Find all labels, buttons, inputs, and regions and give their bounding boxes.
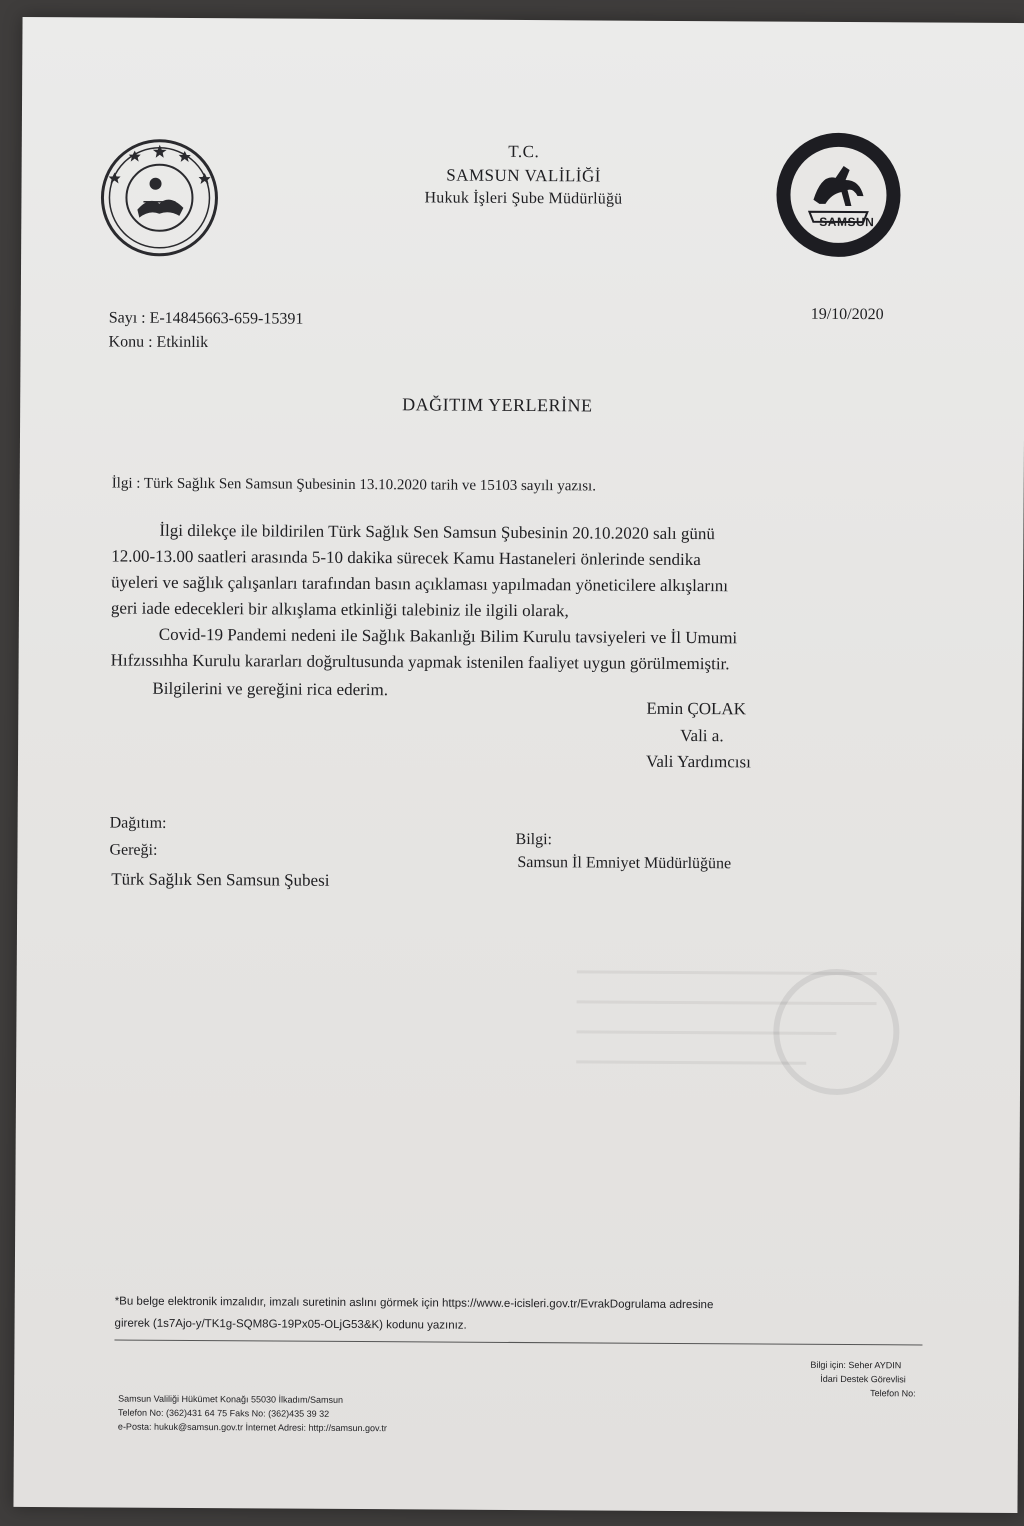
- header-department: Hukuk İşleri Şube Müdürlüğü: [424, 189, 623, 208]
- contact-person: Bilgi için: Seher AYDIN: [810, 1359, 902, 1371]
- verification-code: girerek (1s7Ajo-y/TK1g-SQM8G-19Px05-OLjG53&K) kodunu yazınız.: [114, 1317, 467, 1332]
- reference-line: İlgi : Türk Sağlık Sen Samsun Şubesinin 13.10.2020 tarih ve 15103 sayılı yazısı.: [111, 475, 597, 495]
- header-tc: T.C.: [508, 141, 540, 162]
- footer-email: e-Posta: hukuk@samsun.gov.tr İnternet Adresi: http://samsun.gov.tr: [117, 1421, 387, 1434]
- body-line: 12.00-13.00 saatleri arasında 5-10 dakika sürecek Kamu Hastaneleri önlerinde sendika: [111, 546, 701, 570]
- document-date: 19/10/2020: [810, 305, 884, 324]
- contact-role: İdari Destek Görevlisi: [820, 1373, 906, 1385]
- signatory-title: Vali Yardımcısı: [645, 751, 751, 772]
- show-through-shadow: [576, 950, 907, 1132]
- signatory-name: Emin ÇOLAK: [646, 698, 747, 719]
- document-number: Sayı : E-14845663-659-15391: [108, 309, 304, 328]
- body-line: İlgi dilekçe ile bildirilen Türk Sağlık Sen Samsun Şubesinin 20.10.2020 salı günü: [159, 520, 715, 544]
- body-line: üyeleri ve sağlık çalışanları tarafından basın açıklaması yapılmadan yöneticilere alkışlarını: [111, 572, 729, 596]
- body-line: geri iade edecekleri bir alkışlama etkinliği talebiniz ile ilgili olarak,: [110, 598, 569, 621]
- footer-phone: Telefon No: (362)431 64 75 Faks No: (362)435 39 32: [118, 1407, 330, 1419]
- body-line: Covid-19 Pandemi nedeni ile Sağlık Bakanlığı Bilim Kurulu tavsiyeleri ve İl Umumi: [158, 624, 738, 648]
- info-recipient: Samsun İl Emniyet Müdürlüğüne: [517, 853, 732, 873]
- body-line: Bilgilerini ve gereğini rica ederim.: [152, 678, 389, 700]
- document-subject: Konu : Etkinlik: [108, 333, 209, 352]
- info-label: Bilgi:: [515, 830, 553, 849]
- page-title: DAĞITIM YERLERİNE: [402, 394, 593, 416]
- action-label: Gereği:: [109, 841, 158, 859]
- right-seal-text: SAMSUN: [819, 214, 875, 230]
- document-page: [13, 17, 1024, 1513]
- contact-phone: Telefon No:: [870, 1388, 916, 1399]
- header-institution: SAMSUN VALİLİĞİ: [446, 165, 602, 186]
- footer-divider: [114, 1340, 922, 1346]
- action-recipient: Türk Sağlık Sen Samsun Şubesi: [111, 869, 330, 890]
- distribution-label: Dağıtım:: [109, 814, 167, 832]
- body-line: Hıfzıssıhha Kurulu kararları doğrultusunda yapmak istenilen faaliyet uygun görülmemiştir.: [110, 650, 730, 674]
- signatory-role: Vali a.: [680, 725, 724, 746]
- footer-address: Samsun Valiliği Hükümet Konağı 55030 İlkadım/Samsun: [118, 1393, 344, 1405]
- e-signature-notice: *Bu belge elektronik imzalıdır, imzalı suretinin aslını görmek için https://www.e-icisleri.gov.tr/EvrakDogrulama adresine: [114, 1295, 714, 1312]
